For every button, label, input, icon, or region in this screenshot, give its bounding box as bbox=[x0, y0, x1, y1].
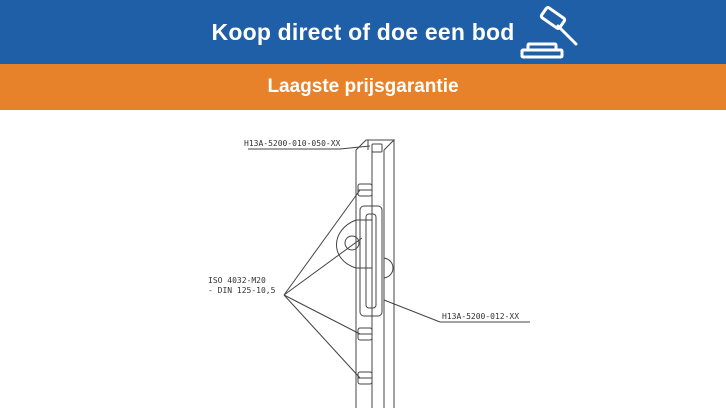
gavel-icon bbox=[518, 6, 584, 62]
label-bolt-line2: - DIN 125-10,5 bbox=[208, 286, 276, 295]
header-title: Koop direct of doe een bod bbox=[211, 18, 515, 45]
bolt bbox=[358, 184, 372, 196]
label-part-top: H13A-5200-010-050-XX bbox=[244, 139, 341, 148]
subheader-title: Laagste prijsgarantie bbox=[267, 76, 459, 97]
label-part-bottom: H13A-5200-012-XX bbox=[442, 312, 520, 321]
header-banner bbox=[0, 0, 726, 64]
subheader-banner bbox=[0, 64, 726, 110]
technical-drawing bbox=[0, 110, 726, 408]
label-bolt-line1: ISO 4032-M20 bbox=[208, 276, 266, 285]
